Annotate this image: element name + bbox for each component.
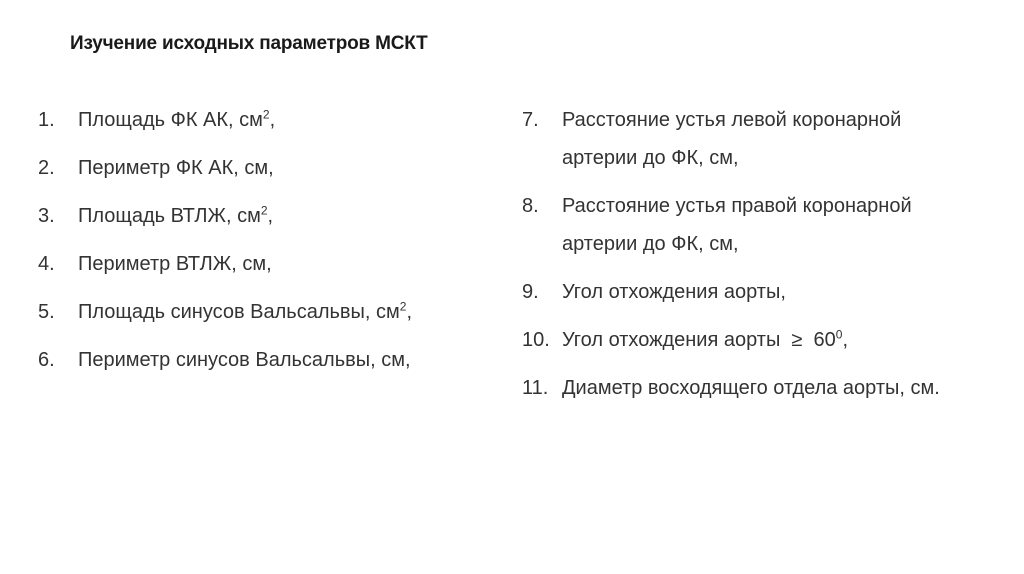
item-suffix: , bbox=[269, 109, 276, 131]
item-text bbox=[78, 341, 478, 379]
list-item bbox=[38, 101, 478, 149]
list-item bbox=[38, 197, 478, 245]
item-label: Угол отхождения аорты ≥ 60 bbox=[562, 329, 836, 351]
item-text bbox=[562, 321, 967, 359]
list-item bbox=[522, 101, 1002, 177]
item-text: Угол отхождения аорты, bbox=[562, 281, 786, 303]
item-superscript: 0 bbox=[835, 327, 843, 342]
item-text bbox=[78, 101, 478, 139]
item-text: Расстояние устья левой коронарной артерии до ФК, см, bbox=[562, 109, 902, 169]
item-text bbox=[78, 245, 478, 283]
item-label: Площадь ФК АК, см bbox=[78, 109, 263, 131]
item-label: Площадь синусов Вальсальвы, см bbox=[78, 301, 400, 323]
list-item bbox=[522, 321, 1002, 359]
item-number: 1. bbox=[38, 109, 55, 131]
item-number: 9. bbox=[522, 281, 539, 303]
item-superscript: 2 bbox=[260, 203, 268, 218]
list-item bbox=[522, 187, 1002, 263]
item-text bbox=[78, 197, 478, 235]
item-label: Площадь ВТЛЖ, см bbox=[78, 205, 261, 227]
item-suffix: , bbox=[267, 205, 274, 227]
list-item bbox=[38, 293, 478, 341]
item-number: 3. bbox=[38, 205, 55, 227]
item-number: 8. bbox=[522, 195, 539, 217]
item-label: Периметр ФК АК, см, bbox=[78, 157, 274, 179]
list-item bbox=[38, 341, 478, 389]
item-number: 2. bbox=[38, 157, 55, 179]
item-text: Расстояние устья правой коронарной артерии до ФК, см, bbox=[562, 195, 912, 255]
item-number: 5. bbox=[38, 301, 55, 323]
item-number: 11. bbox=[522, 377, 549, 399]
list-item bbox=[38, 245, 478, 293]
item-suffix: , bbox=[406, 301, 413, 323]
parameter-list-right bbox=[522, 101, 1002, 417]
item-superscript: 2 bbox=[399, 299, 407, 314]
item-text: Диаметр восходящего отдела аорты, см. bbox=[562, 377, 940, 399]
item-number: 6. bbox=[38, 349, 55, 371]
item-text bbox=[78, 149, 478, 187]
item-number: 4. bbox=[38, 253, 55, 275]
item-suffix: , bbox=[842, 329, 849, 351]
list-item bbox=[38, 149, 478, 197]
list-item bbox=[522, 273, 1002, 311]
item-number: 7. bbox=[522, 109, 539, 131]
item-label: Периметр синусов Вальсальвы, см, bbox=[78, 349, 411, 371]
item-number: 10. bbox=[522, 329, 550, 351]
item-text bbox=[78, 293, 478, 331]
list-item bbox=[522, 369, 1002, 407]
item-label: Периметр ВТЛЖ, см, bbox=[78, 253, 272, 275]
slide-title: Изучение исходных параметров МСКТ bbox=[70, 33, 428, 54]
item-superscript: 2 bbox=[262, 107, 270, 122]
parameter-list-left bbox=[38, 101, 478, 389]
